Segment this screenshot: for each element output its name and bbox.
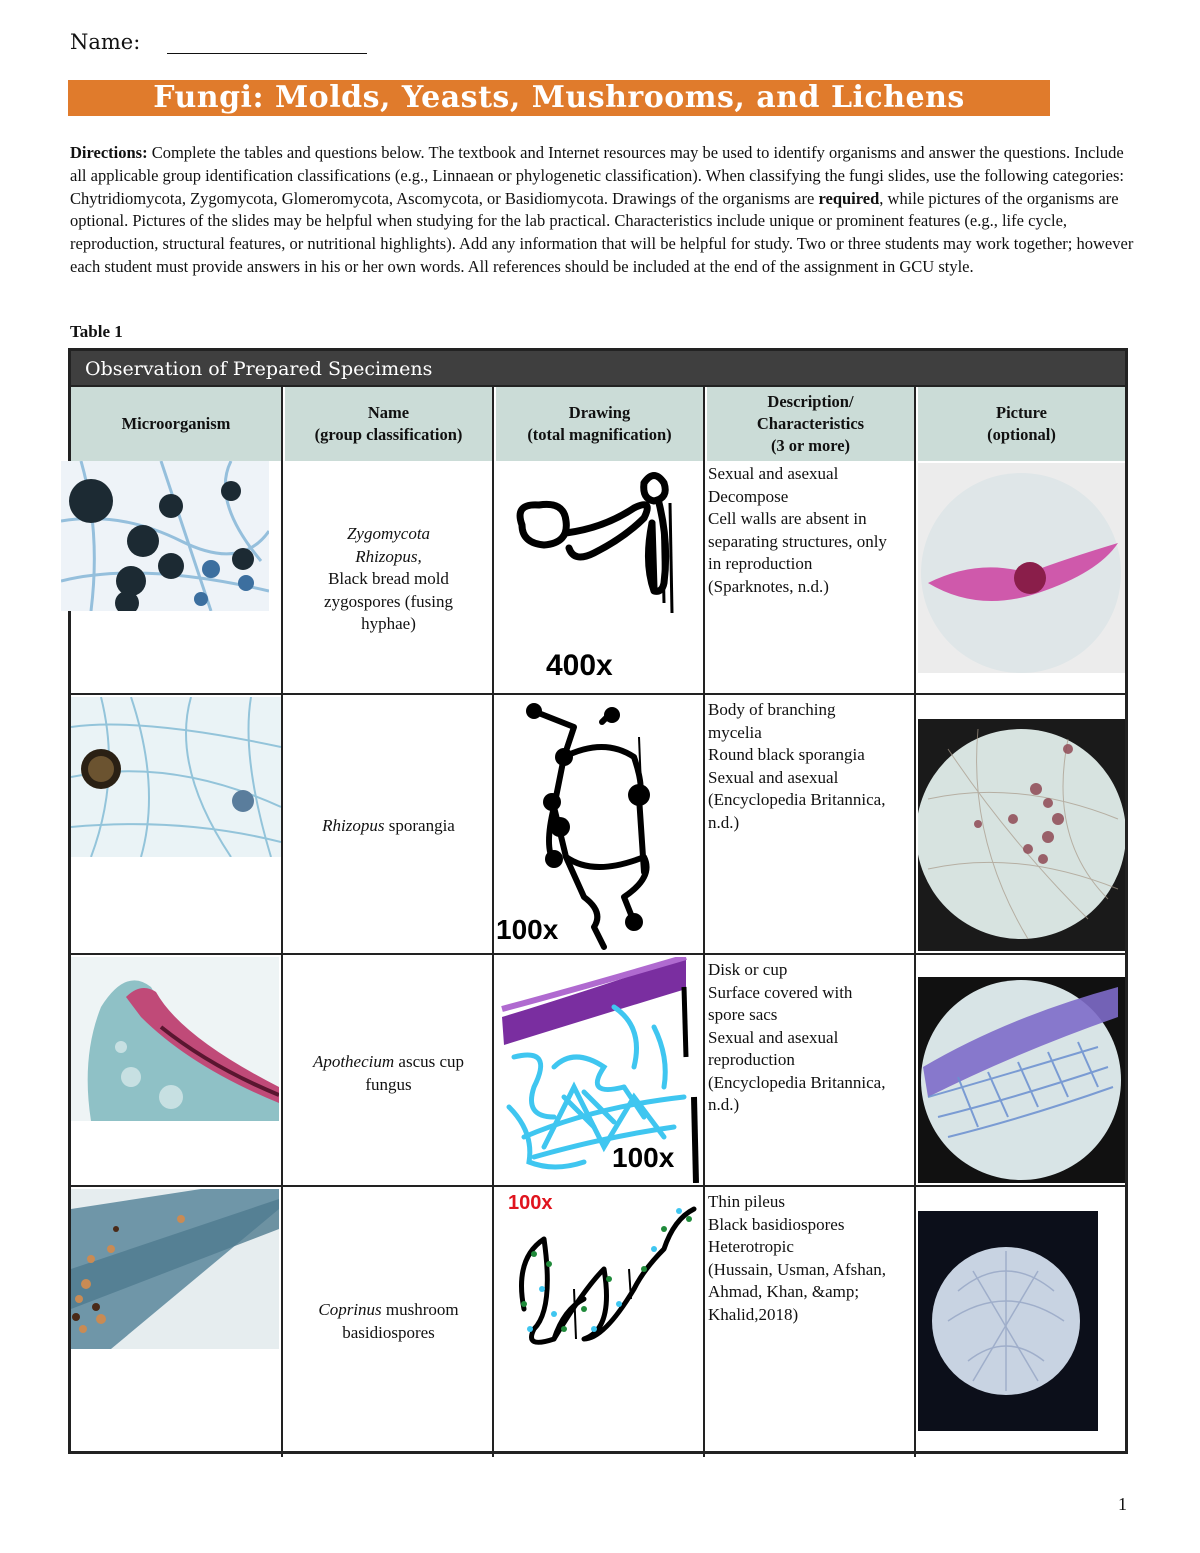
row4-name	[285, 1299, 492, 1344]
row1-desc-line: Decompose	[708, 486, 789, 506]
micrograph-sporangia	[71, 697, 281, 857]
row2-magnification-label: 100x	[496, 914, 559, 945]
row1-name	[285, 523, 492, 636]
micrograph-coprinus	[71, 1189, 279, 1349]
col-desc-line1: Description/	[767, 392, 854, 411]
col-picture-line1: Picture	[995, 403, 1047, 422]
row3-name-rest: ascus cup	[394, 1052, 465, 1071]
col-header-picture	[918, 387, 1125, 461]
row4-desc-line: (Hussain, Usman, Afshan,	[708, 1259, 887, 1279]
row1-photo	[918, 463, 1125, 691]
row2-desc-line: Body of branching	[708, 700, 836, 719]
page-number: 1	[1118, 1494, 1127, 1514]
row2-desc-line: Round black sporangia	[708, 745, 865, 764]
row1-desc-line: (Sparknotes, n.d.)	[708, 576, 829, 596]
row3-name-line2: fungus	[365, 1074, 412, 1094]
col-header-microorganism	[71, 387, 281, 461]
col-microorganism-text: Microorganism	[121, 414, 231, 433]
col-drawing-line2: (total magnification)	[527, 425, 672, 444]
name-row	[70, 30, 367, 54]
row4-magnification-label: 100x	[508, 1192, 553, 1214]
row2-description	[708, 699, 914, 834]
directions-paragraph	[70, 142, 1140, 279]
row2-name-rest: sporangia	[384, 816, 455, 835]
row2-name	[285, 815, 492, 838]
grid-hline	[71, 693, 1125, 695]
row4-name-rest: mushroom	[381, 1300, 459, 1319]
grid-vline	[703, 387, 705, 1457]
row1-desc-line: Sexual and asexual	[708, 464, 839, 483]
row3-desc-line: reproduction	[708, 1050, 795, 1069]
row3-desc-line: spore sacs	[708, 1005, 778, 1024]
grid-hline	[71, 385, 1125, 387]
row4-desc-line: Black basidiospores	[708, 1214, 845, 1234]
row3-description	[708, 959, 914, 1117]
row3-photo	[918, 977, 1125, 1183]
row3-desc-line: n.d.)	[708, 1095, 740, 1114]
row2-desc-line: Sexual and asexual	[708, 767, 839, 787]
row2-drawing	[494, 697, 702, 951]
col-drawing-line1: Drawing	[568, 403, 631, 422]
row4-desc-line: Ahmad, Khan, &amp;	[708, 1282, 860, 1301]
row1-description	[708, 463, 914, 598]
col-picture-line2: (optional)	[987, 425, 1056, 444]
grid-hline	[71, 953, 1125, 955]
row2-name-genus: Rhizopus	[322, 816, 385, 835]
directions-part2: , while pictures of the organisms are optional. Pictures of the slides may be helpful when studying for the lab practical. Characteristics include unique or prominent features (e.g., life cycle, reproduction, structural features, or nutritional highlights). Add any information that will be helpful for study. Two or three students may work together; however each student must provide answers in his or her own words. All references should be included at the end of the assignment in GCU style.	[70, 188, 1134, 276]
row1-name-line2: Rhizopus,	[355, 546, 422, 566]
table-label: Table 1	[70, 322, 123, 341]
row1-magnification-label: 400x	[546, 649, 613, 682]
row3-name-genus: Apothecium	[312, 1052, 395, 1071]
name-label: Name:	[70, 30, 141, 54]
row2-desc-line: n.d.)	[708, 812, 740, 832]
row2-photo	[918, 719, 1125, 951]
row4-photo	[918, 1211, 1098, 1431]
col-header-name	[285, 387, 492, 461]
grid-vline	[281, 387, 283, 1457]
row3-desc-line: Surface covered with	[708, 982, 853, 1002]
row4-name-genus: Coprinus	[318, 1300, 382, 1319]
micrograph-zygospores	[61, 461, 269, 611]
row1-name-line4: zygospores (fusing	[324, 591, 453, 611]
row4-desc-line: Thin pileus	[708, 1192, 785, 1211]
grid-vline	[914, 387, 916, 1457]
specimen-table	[68, 348, 1128, 1454]
row1-name-line1: Zygomycota	[346, 524, 431, 543]
row1-desc-line: in reproduction	[708, 554, 813, 573]
col-desc-line2: Characteristics	[756, 414, 865, 433]
row2-desc-line: mycelia	[708, 722, 762, 742]
row4-drawing	[494, 1189, 702, 1453]
row3-magnification-label: 100x	[612, 1142, 675, 1173]
row4-name-line2: basidiospores	[342, 1322, 435, 1342]
document-title: Fungi: Molds, Yeasts, Mushrooms, and Lichens	[68, 80, 1050, 116]
row4-desc-line: Heterotropic	[708, 1237, 794, 1256]
row3-desc-line: (Encyclopedia Britannica,	[708, 1072, 886, 1092]
grid-hline	[71, 1185, 1125, 1187]
row1-name-line5: hyphae)	[361, 614, 416, 633]
col-desc-line3: (3 or more)	[770, 436, 851, 455]
col-header-drawing	[496, 387, 703, 461]
row1-desc-line: separating structures, only	[708, 531, 887, 551]
row1-drawing	[494, 463, 702, 691]
row4-desc-line: Khalid,2018)	[708, 1304, 799, 1324]
directions-required: required	[818, 188, 880, 208]
row3-desc-line: Sexual and asexual	[708, 1027, 839, 1047]
col-name-line1: Name	[367, 403, 410, 422]
row3-drawing	[494, 957, 702, 1183]
row4-description	[708, 1191, 914, 1326]
row3-name	[285, 1051, 492, 1096]
name-blank-line[interactable]	[167, 33, 367, 54]
micrograph-apothecium	[71, 957, 279, 1121]
row2-desc-line: (Encyclopedia Britannica,	[708, 790, 886, 809]
row1-name-line3: Black bread mold	[328, 569, 449, 588]
col-header-description	[707, 387, 914, 461]
row3-desc-line: Disk or cup	[708, 960, 788, 979]
col-name-line2: (group classification)	[314, 425, 463, 444]
directions-part1: Complete the tables and questions below. The textbook and Internet resources may be used to identify organisms and answer the questions. Include all applicable group identification classifications (e.g., Linnaean or phylogenetic classification). When classifying the fungi slides, use the following categories: Chytridiomycota, Zygomycota, Glomeromycota, Ascomycota, or Basidiomycota. Drawings of the organisms are	[70, 143, 1125, 208]
table-heading: Observation of Prepared Specimens	[71, 351, 1125, 385]
directions-lead: Directions:	[70, 143, 148, 162]
row1-desc-line: Cell walls are absent in	[708, 509, 867, 528]
